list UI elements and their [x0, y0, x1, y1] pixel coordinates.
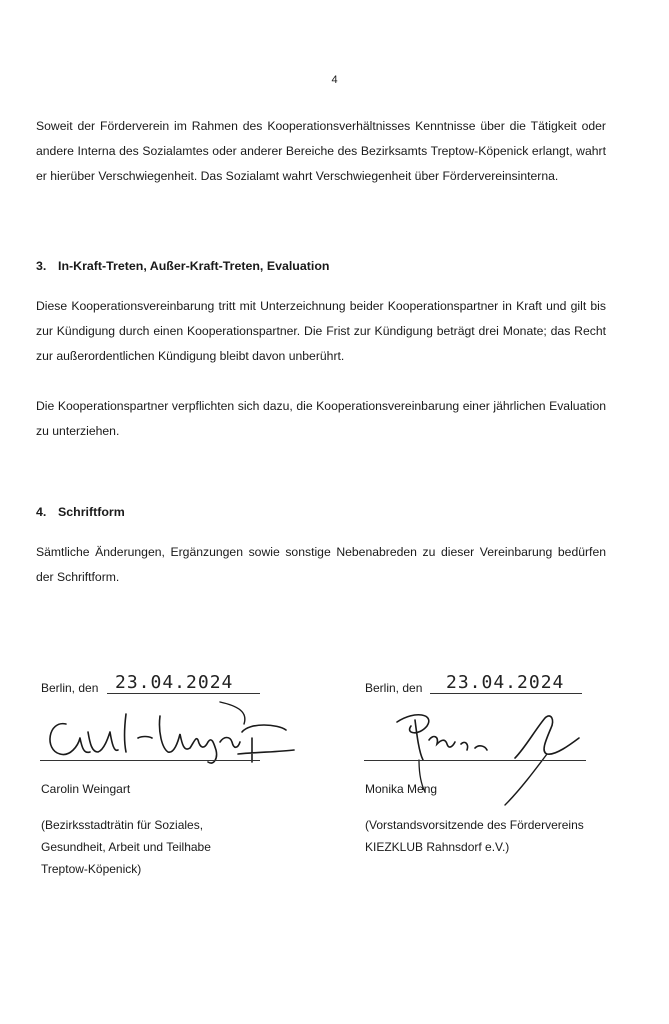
right-place-label: Berlin, den — [365, 681, 423, 695]
right-signer-role — [365, 814, 584, 858]
left-date-line — [107, 693, 260, 694]
intro-paragraph: Soweit der Förderverein im Rahmen des Kooperationsverhältnisses Kenntnisse über die Tätigkeit oder andere Interna des Sozialamtes oder anderer Bereiche des Bezirksamts Treptow-Köpenick erlangt, wahrt er hierüber Verschwiegenheit. Das Sozialamt wahrt Verschwiegenheit über Fördervereinsinterna. — [36, 119, 606, 183]
section-4-paragraph: Sämtliche Änderungen, Ergänzungen sowie sonstige Nebenabreden zu dieser Vereinbarung bedürfen der Schriftform. — [36, 545, 606, 584]
section-3-number: 3. — [36, 259, 47, 273]
section-4-title: Schriftform — [58, 505, 125, 519]
left-signature — [38, 702, 298, 772]
section-4-heading — [36, 505, 125, 519]
right-signer-name: Monika Meng — [365, 782, 438, 796]
left-role-line: Gesundheit, Arbeit und Teilhabe — [41, 840, 211, 854]
right-role-line: KIEZKLUB Rahnsdorf e.V.) — [365, 840, 510, 854]
left-signer-name: Carolin Weingart — [41, 782, 131, 796]
section-3-heading — [36, 259, 329, 273]
right-date-line — [430, 693, 582, 694]
left-role-line: Treptow-Köpenick) — [41, 862, 142, 876]
left-place-label: Berlin, den — [41, 681, 99, 695]
section-3-paragraph-2: Die Kooperationspartner verpflichten sich dazu, die Kooperationsvereinbarung einer jährlichen Evaluation zu unterziehen. — [36, 399, 606, 438]
right-signature-line — [364, 760, 586, 761]
section-3-title: In-Kraft-Treten, Außer-Kraft-Treten, Evaluation — [58, 259, 330, 273]
right-role-line: (Vorstandsvorsitzende des Fördervereins — [365, 818, 584, 832]
right-handwritten-date: 23.04.2024 — [446, 672, 565, 693]
section-4-number: 4. — [36, 505, 47, 519]
page-number: 4 — [331, 74, 338, 86]
left-handwritten-date: 23.04.2024 — [115, 672, 234, 693]
section-3-paragraph-1: Diese Kooperationsvereinbarung tritt mit Unterzeichnung beider Kooperationspartner in Kraft und gilt bis zur Kündigung durch einen Kooperationspartner. Die Frist zur Kündigung beträgt drei Monate; das Recht zur außerordentlichen Kündigung bleibt davon unberührt. — [36, 299, 606, 363]
left-signer-role — [41, 814, 211, 880]
left-role-line: (Bezirksstadträtin für Soziales, — [41, 818, 204, 832]
left-signature-line — [40, 760, 260, 761]
